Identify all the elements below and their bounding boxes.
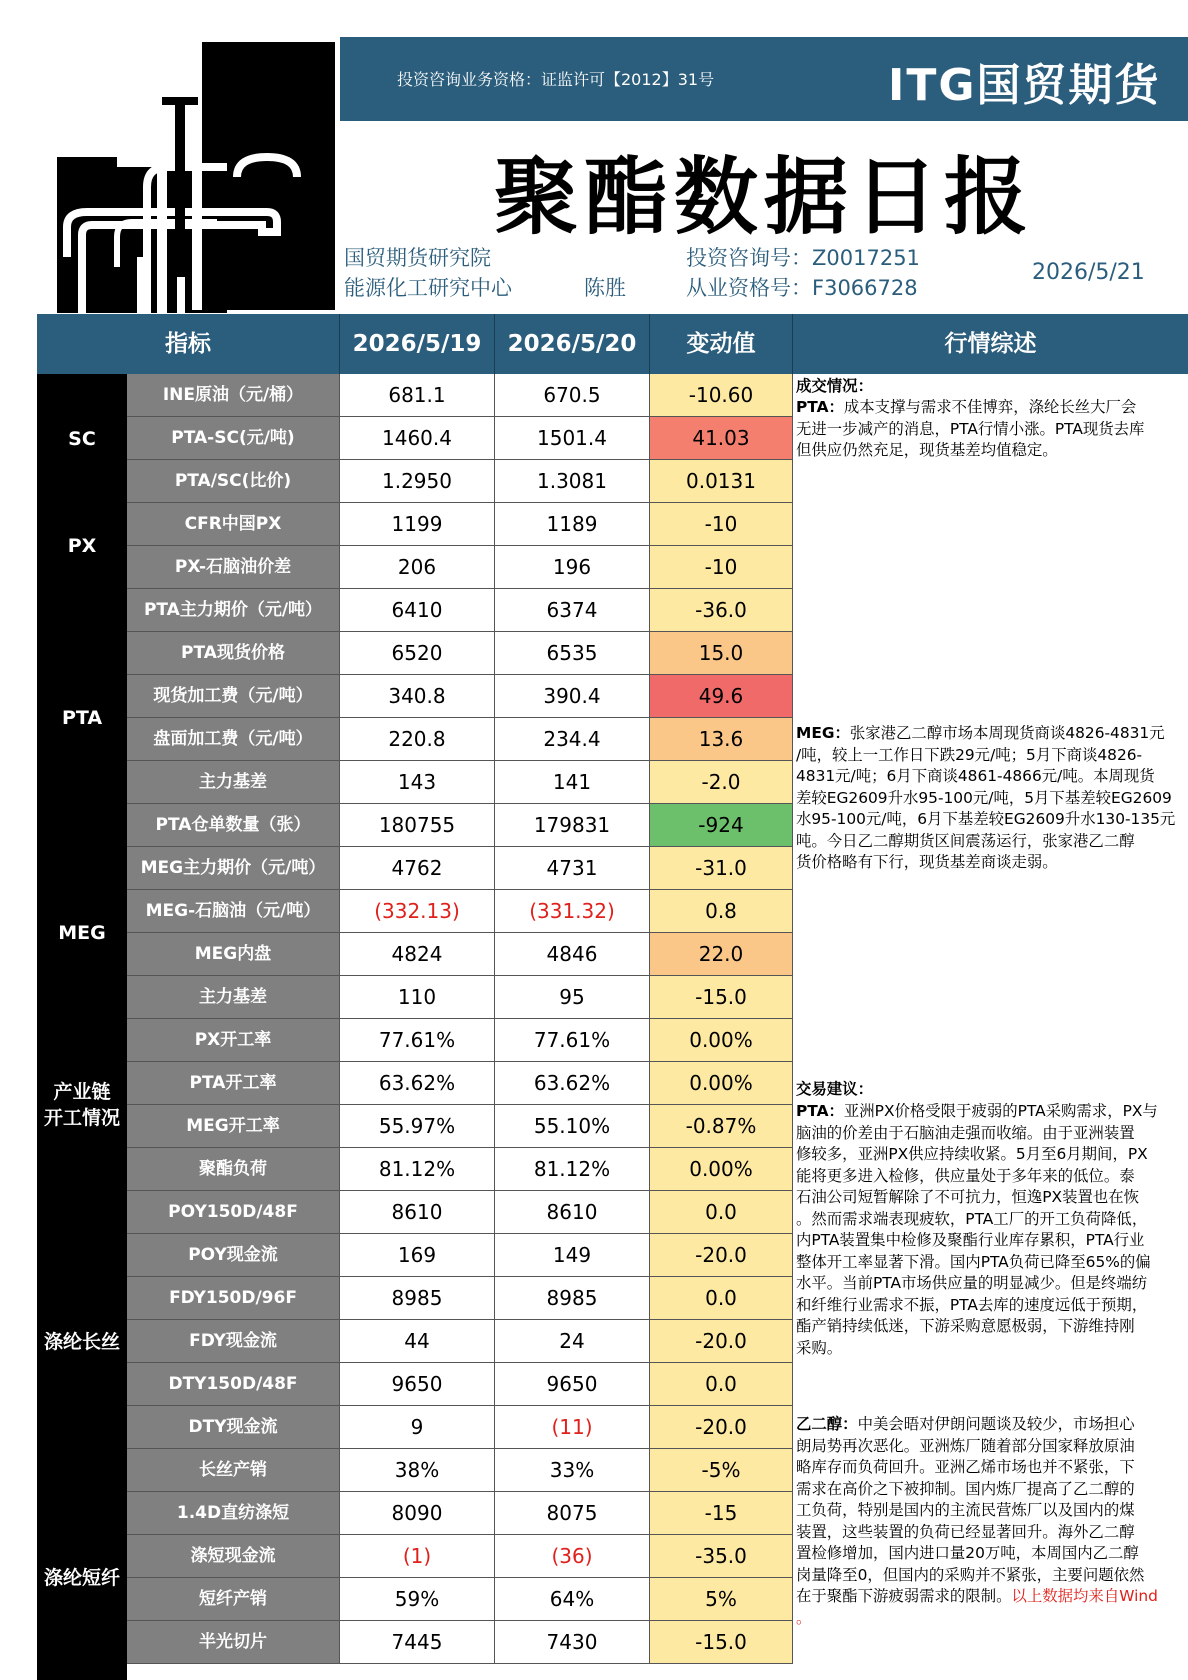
data-source-tail: 。 bbox=[796, 1608, 812, 1627]
summary-text: 货价格略有下行，现货基差商谈走弱。 bbox=[796, 853, 1058, 871]
cert-block bbox=[686, 243, 920, 303]
row-value-date1: 180755 bbox=[340, 804, 495, 847]
analyst-name: 陈胜 bbox=[584, 276, 626, 300]
summary-line bbox=[796, 1586, 1158, 1608]
row-change-value: -15.0 bbox=[650, 1621, 793, 1664]
row-indicator-name: 主力基差 bbox=[127, 976, 340, 1019]
summary-text: 成本支撑与需求不佳博弈，涤纶长丝大厂会 bbox=[843, 398, 1137, 416]
row-change-value: -20.0 bbox=[650, 1234, 793, 1277]
summary-text: 亚洲PX价格受限于疲弱的PTA采购需求，PX与 bbox=[843, 1102, 1158, 1120]
summary-text: 。然而需求端表现疲软，PTA工厂的开工负荷降低， bbox=[796, 1209, 1148, 1228]
summary-text: 石油公司短暂解除了不可抗力，恒逸PX装置也在恢 bbox=[796, 1188, 1140, 1206]
table-row bbox=[127, 804, 793, 847]
row-indicator-name: MEG开工率 bbox=[127, 1105, 340, 1148]
data-source-note: 以上数据均来自Wind bbox=[1011, 1587, 1158, 1605]
table-row bbox=[127, 1234, 793, 1277]
page-title: 聚酯数据日报 bbox=[493, 147, 1034, 246]
col-summary: 行情综述 bbox=[944, 331, 1037, 357]
row-change-value: -20.0 bbox=[650, 1320, 793, 1363]
summary-line bbox=[796, 1166, 1158, 1188]
table-row bbox=[127, 460, 793, 503]
summary-line bbox=[796, 1500, 1158, 1522]
summary-line bbox=[796, 1522, 1158, 1544]
table-row bbox=[127, 1578, 793, 1621]
row-change-value: -35.0 bbox=[650, 1535, 793, 1578]
summary-text: 整体开工率显著下滑。国内PTA负荷已降至65%的偏 bbox=[796, 1252, 1151, 1271]
summary-line bbox=[796, 1252, 1158, 1274]
summary-text: 能将更多进入检修，供应量处于多年来的低位。泰 bbox=[796, 1166, 1135, 1185]
row-value-date1: 4762 bbox=[340, 847, 495, 890]
table-row bbox=[127, 933, 793, 976]
table-row bbox=[127, 1148, 793, 1191]
category-column bbox=[37, 374, 127, 1680]
row-value-date1: 1460.4 bbox=[340, 417, 495, 460]
table-row bbox=[127, 1449, 793, 1492]
summary-line bbox=[796, 1543, 1158, 1565]
row-value-date1: 8985 bbox=[340, 1277, 495, 1320]
summary-text: 岗量降至0，但国内的采购并不紧张，主要问题依然 bbox=[796, 1565, 1145, 1584]
category-label: PX bbox=[67, 535, 97, 557]
table-row bbox=[127, 503, 793, 546]
table-header bbox=[37, 314, 1188, 374]
row-indicator-name: PTA-SC(元/吨) bbox=[127, 417, 340, 460]
row-value-date2: 179831 bbox=[495, 804, 650, 847]
brand-name: ITG国贸期货 bbox=[888, 60, 1161, 111]
row-indicator-name: MEG内盘 bbox=[127, 933, 340, 976]
table-row bbox=[127, 976, 793, 1019]
org-line-2: 能源化工研究中心 bbox=[344, 276, 512, 300]
row-indicator-name: DTY150D/48F bbox=[127, 1363, 340, 1406]
row-value-date2: 670.5 bbox=[495, 374, 650, 417]
row-change-value: 49.6 bbox=[650, 675, 793, 718]
row-change-value: -15.0 bbox=[650, 976, 793, 1019]
summary-text: 水平。当前PTA市场供应量的明显减少。但是终端纺 bbox=[796, 1274, 1148, 1292]
row-value-date1: 38% bbox=[340, 1449, 495, 1492]
summary-line bbox=[796, 1316, 1158, 1338]
summary-line bbox=[796, 1230, 1158, 1252]
category-label: SC bbox=[68, 427, 96, 450]
table-row bbox=[127, 1320, 793, 1363]
row-value-date1: 4824 bbox=[340, 933, 495, 976]
summary-text: /吨，较上一工作日下跌29元/吨；5月下商谈4826- bbox=[796, 745, 1143, 764]
summary-line bbox=[796, 766, 1175, 788]
market-summary bbox=[793, 374, 1188, 1680]
row-indicator-name: INE原油（元/桶） bbox=[127, 374, 340, 417]
table-row bbox=[127, 890, 793, 933]
org-block bbox=[344, 243, 512, 303]
row-indicator-name: PTA开工率 bbox=[127, 1062, 340, 1105]
summary-text: 酯产销持续低迷，下游采购意愿极弱，下游维持刚 bbox=[796, 1317, 1135, 1335]
pta-summary bbox=[796, 397, 1144, 462]
summary-text: 置检修增加，国内进口量20万吨，本周国内乙二醇 bbox=[796, 1544, 1139, 1562]
row-change-value: 5% bbox=[650, 1578, 793, 1621]
row-indicator-name: 1.4D直纺涤短 bbox=[127, 1492, 340, 1535]
row-value-date1: 81.12% bbox=[340, 1148, 495, 1191]
row-value-date2: 234.4 bbox=[495, 718, 650, 761]
row-value-date2: 4731 bbox=[495, 847, 650, 890]
summary-line bbox=[796, 1209, 1158, 1231]
row-value-date1: 1199 bbox=[340, 503, 495, 546]
table-row bbox=[127, 1019, 793, 1062]
row-indicator-name: FDY150D/96F bbox=[127, 1277, 340, 1320]
summary-label: 乙二醇： bbox=[796, 1415, 858, 1433]
row-value-date2: 64% bbox=[495, 1578, 650, 1621]
row-value-date2: 81.12% bbox=[495, 1148, 650, 1191]
row-indicator-name: PX-石脑油价差 bbox=[127, 546, 340, 589]
row-value-date1: 7445 bbox=[340, 1621, 495, 1664]
row-indicator-name: MEG主力期价（元/吨） bbox=[127, 847, 340, 890]
table-row bbox=[127, 761, 793, 804]
row-value-date1: 55.97% bbox=[340, 1105, 495, 1148]
row-value-date2: 9650 bbox=[495, 1363, 650, 1406]
col-indicator: 指标 bbox=[37, 314, 340, 374]
col-change: 变动值 bbox=[650, 314, 793, 374]
row-change-value: -20.0 bbox=[650, 1406, 793, 1449]
table-row bbox=[127, 675, 793, 718]
row-change-value: -0.87% bbox=[650, 1105, 793, 1148]
row-value-date1: 77.61% bbox=[340, 1019, 495, 1062]
row-value-date1: 59% bbox=[340, 1578, 495, 1621]
summary-text: 张家港乙二醇市场本周现货商谈4826-4831元 bbox=[849, 724, 1165, 742]
table-row bbox=[127, 632, 793, 675]
row-change-value: -10 bbox=[650, 546, 793, 589]
category-label: PTA bbox=[61, 707, 103, 729]
row-change-value: -924 bbox=[650, 804, 793, 847]
category-label: 涤纶长丝 bbox=[43, 1330, 120, 1353]
summary-line bbox=[796, 1338, 1158, 1360]
table-row bbox=[127, 1406, 793, 1449]
summary-line bbox=[796, 1123, 1158, 1145]
summary-line bbox=[796, 809, 1175, 831]
row-indicator-name: PTA现货价格 bbox=[127, 632, 340, 675]
table-row bbox=[127, 1535, 793, 1578]
row-change-value: -5% bbox=[650, 1449, 793, 1492]
summary-text: 需求在高价之下被抑制。国内炼厂提高了乙二醇的 bbox=[796, 1479, 1135, 1498]
row-value-date1: 1.2950 bbox=[340, 460, 495, 503]
row-change-value: 0.00% bbox=[650, 1062, 793, 1105]
row-value-date2: 7430 bbox=[495, 1621, 650, 1664]
row-change-value: -15 bbox=[650, 1492, 793, 1535]
org-line-1: 国贸期货研究院 bbox=[344, 246, 491, 270]
row-indicator-name: PTA仓单数量（张） bbox=[127, 804, 340, 847]
row-value-date1: 110 bbox=[340, 976, 495, 1019]
top-banner bbox=[340, 37, 1188, 121]
row-indicator-name: PTA/SC(比价) bbox=[127, 460, 340, 503]
summary-text: 无进一步减产的消息，PTA行情小涨。PTA现货去库 bbox=[796, 419, 1145, 438]
summary-line bbox=[796, 1273, 1158, 1295]
consult-number: 投资咨询号：Z0017251 bbox=[686, 246, 920, 270]
row-value-date2: (36) bbox=[495, 1535, 650, 1578]
table-row bbox=[127, 1621, 793, 1664]
row-value-date2: 33% bbox=[495, 1449, 650, 1492]
company-logo bbox=[37, 37, 338, 313]
summary-text: 工负荷，特别是国内的主流民营炼厂以及国内的煤 bbox=[796, 1501, 1135, 1519]
row-indicator-name: PX开工率 bbox=[127, 1019, 340, 1062]
summary-line bbox=[796, 723, 1175, 745]
table-row bbox=[127, 589, 793, 632]
table-row bbox=[127, 374, 793, 417]
col-date1: 2026/5/19 bbox=[340, 314, 495, 374]
meg-summary bbox=[796, 723, 1175, 874]
row-indicator-name: CFR中国PX bbox=[127, 503, 340, 546]
factory-pipes-logo-icon bbox=[37, 37, 338, 313]
row-change-value: 0.0 bbox=[650, 1277, 793, 1320]
summary-text: 和纤维行业需求不振，PTA去库的速度远低于预期， bbox=[796, 1295, 1148, 1314]
cert-number: 从业资格号：F3066728 bbox=[686, 276, 918, 300]
table-row bbox=[127, 546, 793, 589]
table-row bbox=[127, 1492, 793, 1535]
table-row bbox=[127, 1363, 793, 1406]
table-row bbox=[127, 1277, 793, 1320]
row-indicator-name: 半光切片 bbox=[127, 1621, 340, 1664]
report-date: 2026/5/21 bbox=[1032, 260, 1145, 285]
row-indicator-name: 主力基差 bbox=[127, 761, 340, 804]
row-value-date1: 8610 bbox=[340, 1191, 495, 1234]
table-row bbox=[127, 417, 793, 460]
row-change-value: 0.8 bbox=[650, 890, 793, 933]
summary-line bbox=[796, 1414, 1158, 1436]
summary-line bbox=[796, 1479, 1158, 1501]
table-row bbox=[127, 1062, 793, 1105]
row-value-date1: 9 bbox=[340, 1406, 495, 1449]
table-row bbox=[127, 1105, 793, 1148]
row-value-date2: 8610 bbox=[495, 1191, 650, 1234]
row-change-value: 0.00% bbox=[650, 1019, 793, 1062]
row-change-value: -10.60 bbox=[650, 374, 793, 417]
summary-line bbox=[796, 831, 1175, 853]
row-change-value: -10 bbox=[650, 503, 793, 546]
row-value-date1: 8090 bbox=[340, 1492, 495, 1535]
row-value-date2: 1189 bbox=[495, 503, 650, 546]
summary-text: 中美会晤对伊朗问题谈及较少，市场担心 bbox=[857, 1415, 1135, 1433]
row-value-date1: 220.8 bbox=[340, 718, 495, 761]
row-indicator-name: MEG-石脑油（元/吨） bbox=[127, 890, 340, 933]
row-indicator-name: 长丝产销 bbox=[127, 1449, 340, 1492]
summary-text: 水95-100元/吨，6月下基差较EG2609升水130-135元 bbox=[796, 810, 1176, 828]
row-change-value: 13.6 bbox=[650, 718, 793, 761]
summary-text: 但供应仍然充足，现货基差均值稳定。 bbox=[796, 441, 1058, 459]
row-value-date2: 8985 bbox=[495, 1277, 650, 1320]
summary-text: 差较EG2609升水95-100元/吨，5月下基差较EG2609 bbox=[796, 788, 1172, 807]
trade-title: 交易建议： bbox=[796, 1080, 873, 1098]
row-value-date1: 9650 bbox=[340, 1363, 495, 1406]
summary-line bbox=[796, 1565, 1158, 1587]
row-value-date1: 143 bbox=[340, 761, 495, 804]
col-date2: 2026/5/20 bbox=[495, 314, 650, 374]
table-row bbox=[127, 718, 793, 761]
row-value-date2: 77.61% bbox=[495, 1019, 650, 1062]
summary-line bbox=[796, 745, 1175, 767]
summary-line bbox=[796, 1295, 1158, 1317]
row-change-value: -36.0 bbox=[650, 589, 793, 632]
category-label: 涤纶短纤 bbox=[43, 1567, 120, 1589]
row-indicator-name: 现货加工费（元/吨） bbox=[127, 675, 340, 718]
row-value-date1: 340.8 bbox=[340, 675, 495, 718]
license-text: 投资咨询业务资格：证监许可【2012】31号 bbox=[397, 70, 715, 89]
row-indicator-name: 盘面加工费（元/吨） bbox=[127, 718, 340, 761]
row-value-date1: 6410 bbox=[340, 589, 495, 632]
pta-trade-advice bbox=[796, 1101, 1158, 1359]
row-indicator-name: 短纤产销 bbox=[127, 1578, 340, 1621]
row-indicator-name: FDY现金流 bbox=[127, 1320, 340, 1363]
row-value-date1: 681.1 bbox=[340, 374, 495, 417]
row-value-date2: 390.4 bbox=[495, 675, 650, 718]
summary-line bbox=[796, 440, 1144, 462]
summary-line bbox=[796, 852, 1175, 874]
row-value-date2: 95 bbox=[495, 976, 650, 1019]
row-value-date2: 4846 bbox=[495, 933, 650, 976]
summary-text: 采购。 bbox=[796, 1338, 843, 1357]
summary-text: 脑油的价差由于石脑油走强而收缩。由于亚洲装置 bbox=[796, 1123, 1135, 1142]
summary-line bbox=[796, 1101, 1158, 1123]
row-value-date1: 169 bbox=[340, 1234, 495, 1277]
row-value-date1: 63.62% bbox=[340, 1062, 495, 1105]
summary-line bbox=[796, 1187, 1158, 1209]
row-indicator-name: DTY现金流 bbox=[127, 1406, 340, 1449]
row-value-date2: 141 bbox=[495, 761, 650, 804]
summary-text: 4831元/吨；6月下商谈4861-4866元/吨。本周现货 bbox=[796, 767, 1155, 785]
row-value-date2: 1501.4 bbox=[495, 417, 650, 460]
row-value-date1: 6520 bbox=[340, 632, 495, 675]
row-value-date2: 196 bbox=[495, 546, 650, 589]
row-value-date2: 149 bbox=[495, 1234, 650, 1277]
row-indicator-name: 涤短现金流 bbox=[127, 1535, 340, 1578]
summary-label: PTA： bbox=[796, 1102, 844, 1120]
summary-line bbox=[796, 419, 1144, 441]
row-value-date2: 63.62% bbox=[495, 1062, 650, 1105]
row-value-date2: (11) bbox=[495, 1406, 650, 1449]
row-change-value: 22.0 bbox=[650, 933, 793, 976]
row-indicator-name: POY现金流 bbox=[127, 1234, 340, 1277]
row-value-date2: 8075 bbox=[495, 1492, 650, 1535]
row-value-date1: 206 bbox=[340, 546, 495, 589]
row-change-value: -2.0 bbox=[650, 761, 793, 804]
row-value-date2: 55.10% bbox=[495, 1105, 650, 1148]
row-indicator-name: PTA主力期价（元/吨） bbox=[127, 589, 340, 632]
summary-text: 内PTA装置集中检修及聚酯行业库存累积，PTA行业 bbox=[796, 1231, 1145, 1249]
summary-text: 在于聚酯下游疲弱需求的限制。 bbox=[796, 1587, 1012, 1605]
table-row bbox=[127, 1191, 793, 1234]
row-value-date2: 6535 bbox=[495, 632, 650, 675]
row-indicator-name: 聚酯负荷 bbox=[127, 1148, 340, 1191]
row-change-value: -31.0 bbox=[650, 847, 793, 890]
row-change-value: 0.0131 bbox=[650, 460, 793, 503]
row-change-value: 0.0 bbox=[650, 1191, 793, 1234]
summary-label: MEG： bbox=[796, 724, 850, 742]
row-value-date2: 6374 bbox=[495, 589, 650, 632]
row-value-date1: (1) bbox=[340, 1535, 495, 1578]
row-indicator-name: POY150D/48F bbox=[127, 1191, 340, 1234]
summary-line bbox=[796, 397, 1144, 419]
category-label: MEG bbox=[58, 922, 106, 944]
summary-line bbox=[796, 788, 1175, 810]
summary-line bbox=[796, 1457, 1158, 1479]
row-change-value: 41.03 bbox=[650, 417, 793, 460]
summary-text: 吨。今日乙二醇期货区间震荡运行，张家港乙二醇 bbox=[796, 831, 1135, 850]
row-change-value: 15.0 bbox=[650, 632, 793, 675]
summary-line bbox=[796, 1436, 1158, 1458]
summary-text: 略库存而负荷回升。亚洲乙烯市场也并不紧张，下 bbox=[796, 1458, 1135, 1476]
category-label: 产业链 开工情况 bbox=[43, 1081, 120, 1129]
summary-line bbox=[796, 1144, 1158, 1166]
row-value-date1: 44 bbox=[340, 1320, 495, 1363]
summary-text: 朗局势再次恶化。亚洲炼厂随着部分国家释放原油 bbox=[796, 1436, 1135, 1455]
table-row bbox=[127, 847, 793, 890]
eg-trade-advice bbox=[796, 1414, 1158, 1629]
row-change-value: 0.0 bbox=[650, 1363, 793, 1406]
row-value-date2: 1.3081 bbox=[495, 460, 650, 503]
summary-text: 装置，这些装置的负荷已经显著回升。海外乙二醇 bbox=[796, 1522, 1135, 1541]
deal-title: 成交情况： bbox=[796, 377, 873, 395]
summary-label: PTA： bbox=[796, 398, 844, 416]
row-value-date2: (331.32) bbox=[495, 890, 650, 933]
row-value-date2: 24 bbox=[495, 1320, 650, 1363]
summary-text: 修较多，亚洲PX供应持续收紧。5月至6月期间，PX bbox=[796, 1145, 1148, 1163]
row-change-value: 0.00% bbox=[650, 1148, 793, 1191]
row-value-date1: (332.13) bbox=[340, 890, 495, 933]
